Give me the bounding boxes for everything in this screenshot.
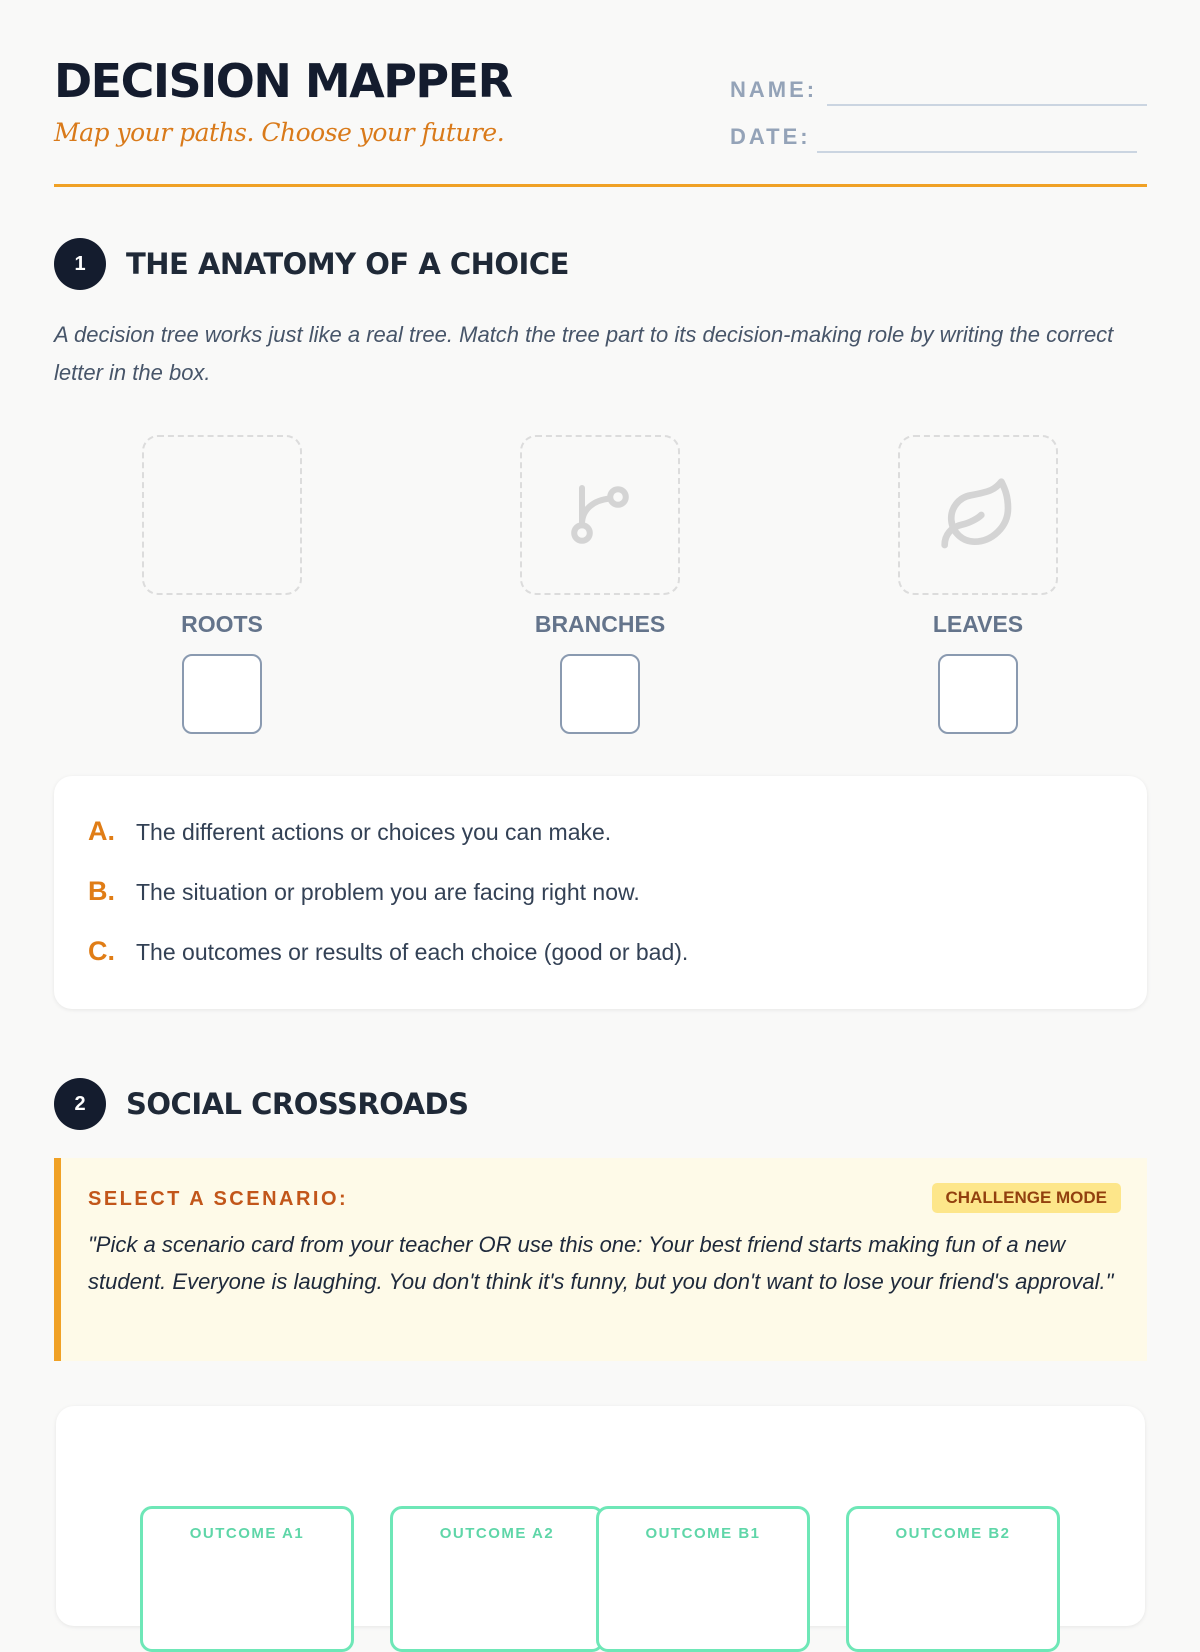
worksheet-page — [54, 0, 1147, 1542]
outcome-label: OUTCOME B1 — [645, 1525, 761, 1542]
page-title: DECISION MAPPER — [54, 54, 512, 108]
tree-part-label: ROOTS — [181, 611, 263, 637]
outcome-card — [56, 1406, 1145, 1626]
section-2-number: 2 — [54, 1078, 106, 1130]
key-item-a — [88, 816, 611, 847]
outcome-b1-box[interactable] — [596, 1506, 810, 1652]
outcome-b2-box[interactable] — [846, 1506, 1060, 1652]
key-item-b — [88, 876, 640, 907]
roots-answer-box[interactable] — [182, 654, 262, 734]
section-1-header — [54, 238, 569, 290]
challenge-mode-badge: CHALLENGE MODE — [932, 1183, 1122, 1213]
outcome-label: OUTCOME A2 — [439, 1525, 555, 1542]
outcome-label: OUTCOME B2 — [895, 1525, 1011, 1542]
section-2-title: SOCIAL CROSSROADS — [126, 1087, 469, 1121]
key-item-c — [88, 936, 688, 967]
leaves-answer-box[interactable] — [938, 654, 1018, 734]
key-text: The different actions or choices you can make. — [136, 819, 612, 845]
key-letter: B. — [88, 876, 115, 906]
leaf-icon — [938, 475, 1018, 555]
date-field[interactable] — [817, 151, 1137, 153]
key-text: The outcomes or results of each choice (good or bad). — [136, 939, 689, 965]
key-letter: A. — [88, 816, 115, 846]
branches-answer-box[interactable] — [560, 654, 640, 734]
section-2-header — [54, 1078, 468, 1130]
tree-part-roots — [142, 435, 302, 734]
name-field[interactable] — [827, 104, 1147, 106]
tree-part-leaves — [898, 435, 1058, 734]
section-1-intro: A decision tree works just like a real tree. Match the tree part to its decision-making role by writing the correct letter in the box. — [54, 322, 1114, 385]
leaf-icon-box — [898, 435, 1058, 595]
roots-icon-box — [142, 435, 302, 595]
date-label: DATE: — [730, 124, 811, 149]
name-label: NAME: — [730, 77, 818, 102]
tree-part-label: BRANCHES — [534, 611, 666, 637]
key-letter: C. — [88, 936, 115, 966]
outcome-a2-box[interactable] — [390, 1506, 604, 1652]
scenario-text: "Pick a scenario card from your teacher OR use this one: Your best friend starts making fun of a new student. Everyone is laughing. You don't think it's funny, but you don't want to lose your friend's approval." — [88, 1232, 1114, 1294]
branch-icon — [564, 479, 636, 551]
scenario-label: SELECT A SCENARIO: — [88, 1188, 349, 1210]
section-1-title: THE ANATOMY OF A CHOICE — [126, 247, 569, 281]
outcome-a1-box[interactable] — [140, 1506, 354, 1652]
branch-icon-box — [520, 435, 680, 595]
outcome-label: OUTCOME A1 — [189, 1525, 305, 1542]
tree-part-branches — [520, 435, 680, 734]
section-1-number: 1 — [54, 238, 106, 290]
scenario-callout — [54, 1158, 1147, 1361]
header — [54, 0, 1147, 187]
key-text: The situation or problem you are facing right now. — [136, 879, 640, 905]
page-subtitle: Map your paths. Choose your future. — [54, 118, 505, 147]
tree-part-label: LEAVES — [932, 611, 1024, 637]
answer-key-card — [54, 776, 1147, 1009]
